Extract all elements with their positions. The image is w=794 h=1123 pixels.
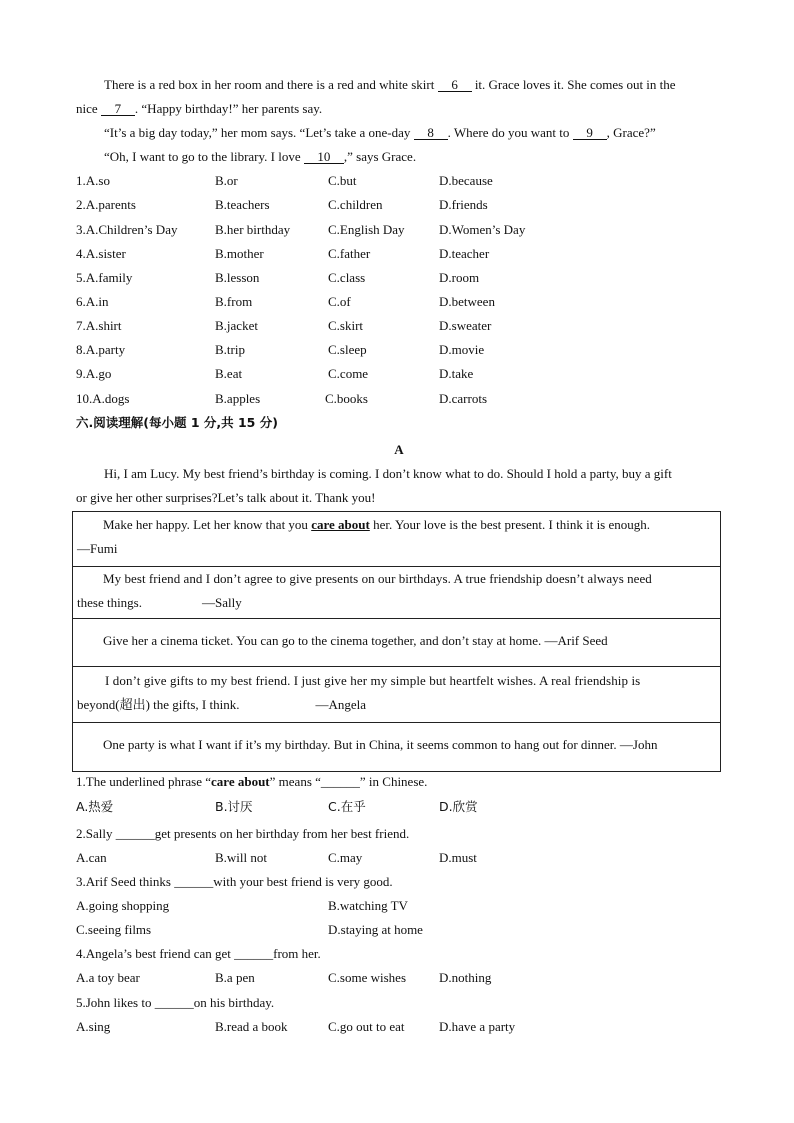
option: B.a pen <box>215 970 255 985</box>
option: D.carrots <box>439 391 488 406</box>
option: A.going shopping <box>76 898 170 913</box>
signature: —Angela <box>315 697 367 712</box>
option: C.seeing films <box>76 922 152 937</box>
blank-8: 8 <box>414 126 448 140</box>
option: 10.A.dogs <box>76 391 130 406</box>
option: C.of <box>328 294 351 309</box>
reply-angela: I don’t give gifts to my best friend. I just give her my simple but heartfelt wishes. A real friendship is beyond(超出) the gifts, I think. —Angela <box>73 666 720 723</box>
blank-9: 9 <box>573 126 607 140</box>
option: C.children <box>328 197 383 212</box>
section-title: 六.阅读理解(每小题 1 分,共 15 分) <box>76 415 278 430</box>
option: D.欣赏 <box>439 799 478 814</box>
intro-line-2: or give her other surprises?Let’s talk about it. Thank you! <box>76 490 376 505</box>
question-1: 1.The underlined phrase “care about” means “______” in Chinese. <box>76 774 428 789</box>
passage-line-4: “Oh, I want to go to the library. I love 10 ,” says Grace. <box>104 149 417 164</box>
question-3: 3.Arif Seed thinks ______with your best friend is very good. <box>76 874 393 889</box>
option: A.sing <box>76 1019 111 1034</box>
option: D.room <box>439 270 480 285</box>
option: C.class <box>328 270 366 285</box>
passage-line-2: nice 7 . “Happy birthday!” her parents say. <box>76 101 323 116</box>
intro-line-1: Hi, I am Lucy. My best friend’s birthday is coming. I don’t know what to do. Should I hold a party, buy a gift <box>104 466 672 481</box>
signature: —Sally <box>202 595 242 610</box>
option: B.watching TV <box>328 898 408 913</box>
option: A.a toy bear <box>76 970 140 985</box>
option: 2.A.parents <box>76 197 136 212</box>
option: D.movie <box>439 342 485 357</box>
option: B.her birthday <box>215 222 291 237</box>
option: B.from <box>215 294 253 309</box>
option: B.apples <box>215 391 261 406</box>
option: D.sweater <box>439 318 492 333</box>
reply-john: One party is what I want if it’s my birthday. But in China, it seems common to hang out for dinner. —John <box>73 722 720 772</box>
option: B.trip <box>215 342 245 357</box>
replies-table <box>72 511 721 772</box>
option: 1.A.so <box>76 173 110 188</box>
option: D.must <box>439 850 477 865</box>
option: B.teachers <box>215 197 270 212</box>
option: B.will not <box>215 850 268 865</box>
option: D.staying at home <box>328 922 423 937</box>
option: 5.A.family <box>76 270 133 285</box>
option: C.may <box>328 850 363 865</box>
option: D.take <box>439 366 474 381</box>
option: C.English Day <box>328 222 405 237</box>
option: B.read a book <box>215 1019 288 1034</box>
option: C.skirt <box>328 318 364 333</box>
option: 6.A.in <box>76 294 109 309</box>
part-heading: A <box>394 442 404 457</box>
option: C.go out to eat <box>328 1019 405 1034</box>
option: 4.A.sister <box>76 246 126 261</box>
option: B.or <box>215 173 238 188</box>
option: A.热爱 <box>76 799 114 814</box>
passage-line-1: There is a red box in her room and there is a red and white skirt 6 it. Grace loves it. She comes out in the <box>104 77 676 92</box>
option: 7.A.shirt <box>76 318 122 333</box>
question-4: 4.Angela’s best friend can get ______from her. <box>76 946 321 961</box>
passage-line-3: “It’s a big day today,” her mom says. “Let’s take a one-day 8 . Where do you want to 9 , Grace?” <box>104 125 656 140</box>
option: D.friends <box>439 197 488 212</box>
blank-6: 6 <box>438 78 472 92</box>
option: D.teacher <box>439 246 490 261</box>
option: B.eat <box>215 366 243 381</box>
option: C.father <box>328 246 371 261</box>
option: C.在乎 <box>328 799 366 814</box>
blank-10: 10 <box>304 150 344 164</box>
option: D.because <box>439 173 493 188</box>
option: D.nothing <box>439 970 492 985</box>
question-5: 5.John likes to ______on his birthday. <box>76 995 275 1010</box>
option: B.lesson <box>215 270 260 285</box>
question-2: 2.Sally ______get presents on her birthday from her best friend. <box>76 826 410 841</box>
reply-sally: My best friend and I don’t agree to give presents on our birthdays. A true friendship doesn’t always need these things. —Sally <box>73 566 720 619</box>
reply-fumi: Make her happy. Let her know that you care about her. Your love is the best present. I think it is enough. —Fumi <box>73 512 720 566</box>
option: C.books <box>325 391 368 406</box>
option: C.sleep <box>328 342 367 357</box>
option: 9.A.go <box>76 366 112 381</box>
underlined-phrase: care about <box>311 517 370 532</box>
option: B.jacket <box>215 318 258 333</box>
signature: —Fumi <box>77 541 118 556</box>
option: C.come <box>328 366 369 381</box>
option: 8.A.party <box>76 342 126 357</box>
option: B.讨厌 <box>215 799 253 814</box>
option: D.between <box>439 294 495 309</box>
option: A.can <box>76 850 107 865</box>
option: 3.A.Children’s Day <box>76 222 178 237</box>
reply-arif: Give her a cinema ticket. You can go to the cinema together, and don’t stay at home. —Arif Seed <box>73 618 720 667</box>
option: D.have a party <box>439 1019 516 1034</box>
option: D.Women’s Day <box>439 222 526 237</box>
blank-7: 7 <box>101 102 135 116</box>
option: B.mother <box>215 246 264 261</box>
option: C.some wishes <box>328 970 406 985</box>
option: C.but <box>328 173 357 188</box>
